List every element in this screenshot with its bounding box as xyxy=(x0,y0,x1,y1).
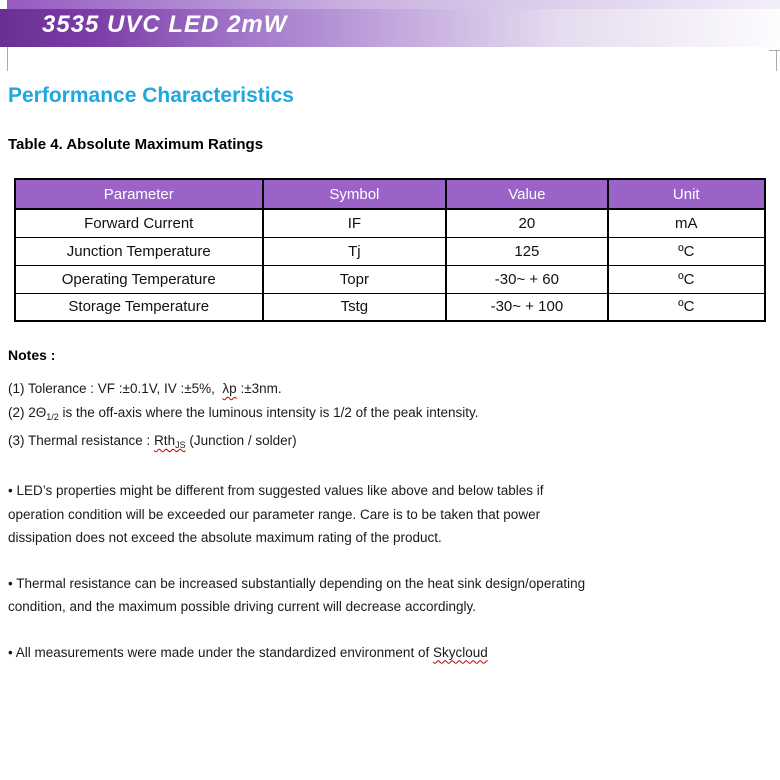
cell-parameter: Operating Temperature xyxy=(15,265,263,293)
cell-value: 20 xyxy=(446,209,607,237)
paragraph-line: • LED’s properties might be different from suggested values like above and below tables if xyxy=(8,483,544,498)
table-row xyxy=(15,265,765,293)
note-1 xyxy=(8,377,780,401)
bullet-paragraph-led-properties xyxy=(8,479,780,550)
measurements-text: • All measurements were made under the standardized environment of xyxy=(8,644,433,660)
cell-symbol: Tstg xyxy=(263,293,447,321)
cell-symbol: Topr xyxy=(263,265,447,293)
note-1-tail: :±3nm. xyxy=(236,381,282,396)
cell-unit: ºC xyxy=(608,293,766,321)
note-3-tail: (Junction / solder) xyxy=(185,433,297,448)
note-3 xyxy=(8,429,780,457)
cell-unit: ºC xyxy=(608,265,766,293)
notes-heading: Notes : xyxy=(8,347,56,363)
table-row xyxy=(15,293,765,321)
table-row xyxy=(15,209,765,237)
cell-parameter: Storage Temperature xyxy=(15,293,263,321)
section-title: Performance Characteristics xyxy=(8,84,294,107)
absolute-maximum-ratings-table xyxy=(14,178,766,322)
paragraph-line: operation condition will be exceeded our parameter range. Care is to be taken that power xyxy=(8,506,541,522)
table-row xyxy=(15,237,765,265)
paragraph-line: dissipation does not exceed the absolute maximum rating of the product. xyxy=(8,530,442,545)
banner-corner-notch xyxy=(0,0,7,9)
cell-value: -30~ + 100 xyxy=(446,293,607,321)
skycloud-word: Skycloud xyxy=(432,644,488,660)
note-2-theta-subscript: 1/2 xyxy=(46,412,59,422)
note-3-rth-js xyxy=(154,433,186,448)
cell-symbol: IF xyxy=(263,209,447,237)
cell-parameter: Forward Current xyxy=(15,209,263,237)
cell-value: 125 xyxy=(446,237,607,265)
bullet-paragraph-measurements xyxy=(8,641,780,665)
note-2-tail: is the off-axis where the luminous intensity is 1/2 of the peak intensity. xyxy=(58,405,479,420)
note-3-js-subscript: JS xyxy=(175,440,186,450)
column-header-unit: Unit xyxy=(608,179,766,209)
cell-unit: mA xyxy=(608,209,766,237)
cell-parameter: Junction Temperature xyxy=(15,237,263,265)
note-3-text: (3) Thermal resistance : xyxy=(8,433,155,448)
page-content xyxy=(0,47,780,664)
column-header-parameter: Parameter xyxy=(15,179,263,209)
column-header-symbol: Symbol xyxy=(263,179,447,209)
cell-value: -30~ + 60 xyxy=(446,265,607,293)
table-header-row xyxy=(15,179,765,209)
note-3-rth: Rth xyxy=(154,433,176,448)
note-2-text: (2) 2Θ xyxy=(8,405,47,420)
note-2 xyxy=(8,401,780,429)
header-banner xyxy=(0,0,780,47)
banner-top-strip xyxy=(7,0,780,9)
paragraph-line: condition, and the maximum possible driving current will decrease accordingly. xyxy=(8,599,476,614)
product-title: 3535 UVC LED 2mW xyxy=(42,11,288,38)
bullet-paragraph-thermal-resistance xyxy=(8,572,780,619)
column-header-value: Value xyxy=(446,179,607,209)
cell-unit: ºC xyxy=(608,237,766,265)
note-1-text: (1) Tolerance : VF :±0.1V, IV :±5%, xyxy=(8,381,223,396)
paragraph-line: • Thermal resistance can be increased substantially depending on the heat sink design/operating xyxy=(8,575,586,591)
note-1-lambda-p: λp xyxy=(222,381,237,396)
paragraph-line xyxy=(8,641,780,665)
cell-symbol: Tj xyxy=(263,237,447,265)
table-caption: Table 4. Absolute Maximum Ratings xyxy=(8,136,264,153)
